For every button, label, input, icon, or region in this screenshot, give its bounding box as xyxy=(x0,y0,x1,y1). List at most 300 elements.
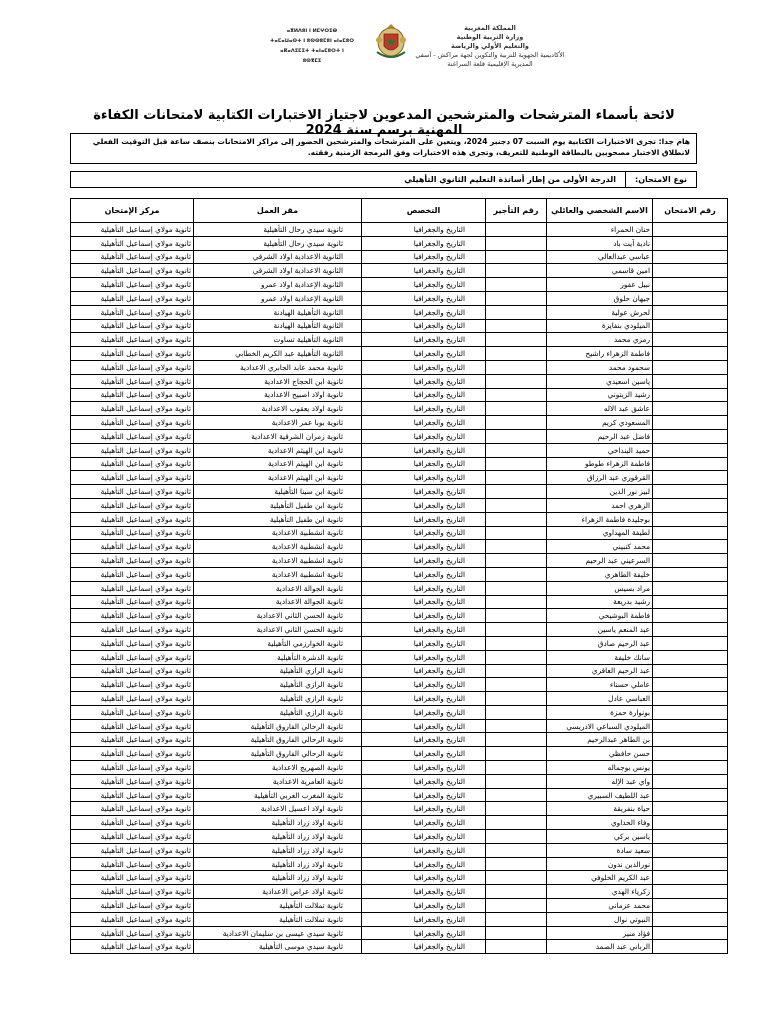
letterhead-tifinagh xyxy=(270,26,354,66)
cell-specialty: التاريخ والجغرافيا xyxy=(362,305,486,319)
cell-exam-center: ثانوية مولاي إسماعيل التأهيلية xyxy=(71,416,194,430)
table-row xyxy=(71,581,728,595)
cell-full-name: نادية آيت باد xyxy=(547,236,653,250)
cell-workplace: ثانوية الرحالي الفاروق التأهيلية xyxy=(194,747,362,761)
cell-payroll-number xyxy=(486,678,547,692)
cell-workplace: ثانوية ابن الهيثم الاعدادية xyxy=(194,471,362,485)
cell-exam-center: ثانوية مولاي إسماعيل التأهيلية xyxy=(71,774,194,788)
cell-workplace: الثانوية الاعدادية اولاد الشرقي xyxy=(194,264,362,278)
cell-workplace: ثانوية الجوالة الاعدادية xyxy=(194,595,362,609)
table-row xyxy=(71,816,728,830)
cell-exam-number xyxy=(653,250,728,264)
cell-specialty: التاريخ والجغرافيا xyxy=(362,333,486,347)
cell-exam-number xyxy=(653,802,728,816)
cell-full-name: حياة بنفريقة xyxy=(547,802,653,816)
cell-specialty: التاريخ والجغرافيا xyxy=(362,402,486,416)
cell-exam-number xyxy=(653,774,728,788)
cell-specialty: التاريخ والجغرافيا xyxy=(362,747,486,761)
cell-exam-center: ثانوية مولاي إسماعيل التأهيلية xyxy=(71,526,194,540)
letterhead-arabic-line: والتعليم الأولي والرياضة xyxy=(451,42,529,50)
table-row xyxy=(71,388,728,402)
cell-full-name: فاطمة البوشيحي xyxy=(547,609,653,623)
table-row xyxy=(71,926,728,940)
cell-full-name: سحمود محمد xyxy=(547,360,653,374)
table-row xyxy=(71,595,728,609)
cell-exam-center: ثانوية مولاي إسماعيل التأهيلية xyxy=(71,912,194,926)
cell-specialty: التاريخ والجغرافيا xyxy=(362,623,486,637)
cell-full-name: ياسين اسعيدي xyxy=(547,374,653,388)
cell-payroll-number xyxy=(486,305,547,319)
cell-full-name: عاشق عبد الاله xyxy=(547,402,653,416)
cell-full-name: ياسين بركي xyxy=(547,830,653,844)
cell-specialty: التاريخ والجغرافيا xyxy=(362,733,486,747)
header-payroll-number: رقم التأجير xyxy=(486,199,547,223)
cell-exam-number xyxy=(653,595,728,609)
cell-payroll-number xyxy=(486,885,547,899)
table-row xyxy=(71,664,728,678)
cell-workplace: ثانوية الرازي التأهيلية xyxy=(194,705,362,719)
cell-payroll-number xyxy=(486,416,547,430)
cell-exam-center: ثانوية مولاي إسماعيل التأهيلية xyxy=(71,554,194,568)
cell-payroll-number xyxy=(486,595,547,609)
table-row xyxy=(71,471,728,485)
cell-exam-number xyxy=(653,623,728,637)
cell-exam-number xyxy=(653,429,728,443)
cell-payroll-number xyxy=(486,774,547,788)
cell-full-name: جيهان حلوق xyxy=(547,291,653,305)
cell-workplace: ثانوية العامرية الاعدادية xyxy=(194,774,362,788)
cell-payroll-number xyxy=(486,554,547,568)
cell-specialty: التاريخ والجغرافيا xyxy=(362,374,486,388)
cell-full-name: محمد كتبيني xyxy=(547,540,653,554)
cell-specialty: التاريخ والجغرافيا xyxy=(362,871,486,885)
cell-workplace: ثانوية سيدي رحال التأهيلية xyxy=(194,223,362,237)
cell-specialty: التاريخ والجغرافيا xyxy=(362,567,486,581)
cell-workplace: ثانوية سيدي عيسى بن سليمان الاعدادية xyxy=(194,926,362,940)
cell-exam-number xyxy=(653,678,728,692)
cell-full-name: الرباني عبد الصمد xyxy=(547,940,653,954)
cell-full-name: عباسي عبدالعالي xyxy=(547,250,653,264)
cell-exam-number xyxy=(653,871,728,885)
cell-workplace: ثانوية اولاد زراد التأهيلية xyxy=(194,857,362,871)
table-row xyxy=(71,692,728,706)
cell-specialty: التاريخ والجغرافيا xyxy=(362,595,486,609)
letterhead-arabic xyxy=(406,24,574,69)
cell-exam-number xyxy=(653,471,728,485)
cell-specialty: التاريخ والجغرافيا xyxy=(362,719,486,733)
cell-workplace: ثانوية سيدي موسى التأهيلية xyxy=(194,940,362,954)
cell-full-name: بن الطاهر عبدالرحيم xyxy=(547,733,653,747)
cell-payroll-number xyxy=(486,926,547,940)
cell-specialty: التاريخ والجغرافيا xyxy=(362,774,486,788)
cell-specialty: التاريخ والجغرافيا xyxy=(362,388,486,402)
cell-specialty: التاريخ والجغرافيا xyxy=(362,223,486,237)
cell-payroll-number xyxy=(486,581,547,595)
table-row xyxy=(71,719,728,733)
cell-specialty: التاريخ والجغرافيا xyxy=(362,471,486,485)
cell-exam-number xyxy=(653,416,728,430)
table-row xyxy=(71,333,728,347)
cell-exam-center: ثانوية مولاي إسماعيل التأهيلية xyxy=(71,788,194,802)
cell-payroll-number xyxy=(486,374,547,388)
cell-exam-center: ثانوية مولاي إسماعيل التأهيلية xyxy=(71,223,194,237)
table-row xyxy=(71,291,728,305)
cell-workplace: ثانوية اولاد اعسيل الاعدادية xyxy=(194,802,362,816)
cell-payroll-number xyxy=(486,788,547,802)
cell-workplace: ثانوية الصهريج الاعدادية xyxy=(194,761,362,775)
cell-payroll-number xyxy=(486,429,547,443)
cell-exam-number xyxy=(653,761,728,775)
cell-full-name: عبد اللطيف السبيري xyxy=(547,788,653,802)
cell-specialty: التاريخ والجغرافيا xyxy=(362,843,486,857)
cell-payroll-number xyxy=(486,899,547,913)
cell-exam-center: ثانوية مولاي إسماعيل التأهيلية xyxy=(71,623,194,637)
cell-specialty: التاريخ والجغرافيا xyxy=(362,926,486,940)
cell-workplace: ثانوية اولاد زراد التأهيلية xyxy=(194,830,362,844)
cell-specialty: التاريخ والجغرافيا xyxy=(362,816,486,830)
cell-exam-center: ثانوية مولاي إسماعيل التأهيلية xyxy=(71,581,194,595)
cell-exam-number xyxy=(653,581,728,595)
cell-specialty: التاريخ والجغرافيا xyxy=(362,802,486,816)
cell-specialty: التاريخ والجغرافيا xyxy=(362,347,486,361)
cell-exam-number xyxy=(653,554,728,568)
table-row xyxy=(71,498,728,512)
cell-specialty: التاريخ والجغرافيا xyxy=(362,457,486,471)
cell-payroll-number xyxy=(486,526,547,540)
table-row xyxy=(71,416,728,430)
table-row xyxy=(71,747,728,761)
cell-specialty: التاريخ والجغرافيا xyxy=(362,664,486,678)
cell-exam-number xyxy=(653,540,728,554)
table-row xyxy=(71,788,728,802)
table-body xyxy=(71,223,728,954)
cell-specialty: التاريخ والجغرافيا xyxy=(362,526,486,540)
table-row xyxy=(71,457,728,471)
cell-exam-number xyxy=(653,843,728,857)
cell-payroll-number xyxy=(486,802,547,816)
cell-payroll-number xyxy=(486,830,547,844)
cell-exam-number xyxy=(653,830,728,844)
cell-exam-number xyxy=(653,885,728,899)
important-note: هام جدا: تجرى الاختبارات الكتابية يوم السبت 07 دجنبر 2024، ويتعين على المترشحات والمترشحين الحضور إلى مراكز الامتحانات بنصف ساعة قبل التوقيت الفعلي لانطلاق الاختبار مصحوبين بالبطاقة الوطنية للتعريف، وتجرى هذه الاختبارات وفق البرمجة الزمنية رفقته. xyxy=(70,133,697,164)
cell-workplace: ثانوية الرازي التأهيلية xyxy=(194,678,362,692)
cell-specialty: التاريخ والجغرافيا xyxy=(362,678,486,692)
cell-exam-number xyxy=(653,926,728,940)
cell-workplace: ثانوية الرازي التأهيلية xyxy=(194,692,362,706)
letterhead-tifinagh-line: ⵜⴰⵎⴰⵡⴰⵙⵜ ⵏ ⵓⵙⵙⵓⵎⵓⵏ ⴰⵏⴰⵎⵓⵔ xyxy=(270,38,354,44)
cell-exam-center: ثانوية مولاي إسماعيل التأهيلية xyxy=(71,374,194,388)
cell-specialty: التاريخ والجغرافيا xyxy=(362,250,486,264)
cell-full-name: خليفة الطاهري xyxy=(547,567,653,581)
cell-exam-number xyxy=(653,305,728,319)
cell-exam-center: ثانوية مولاي إسماعيل التأهيلية xyxy=(71,347,194,361)
cell-specialty: التاريخ والجغرافيا xyxy=(362,581,486,595)
cell-exam-number xyxy=(653,333,728,347)
cell-exam-center: ثانوية مولاي إسماعيل التأهيلية xyxy=(71,636,194,650)
cell-workplace: ثانوية المغرب العربي التأهيلية xyxy=(194,788,362,802)
cell-payroll-number xyxy=(486,857,547,871)
header-exam-number: رقم الامتحان xyxy=(653,199,728,223)
cell-payroll-number xyxy=(486,291,547,305)
cell-exam-center: ثانوية مولاي إسماعيل التأهيلية xyxy=(71,250,194,264)
cell-specialty: التاريخ والجغرافيا xyxy=(362,291,486,305)
cell-full-name: حميد البنداخي xyxy=(547,443,653,457)
cell-specialty: التاريخ والجغرافيا xyxy=(362,912,486,926)
cell-full-name: عاملي حسناء xyxy=(547,678,653,692)
cell-exam-center: ثانوية مولاي إسماعيل التأهيلية xyxy=(71,278,194,292)
cell-exam-center: ثانوية مولاي إسماعيل التأهيلية xyxy=(71,236,194,250)
table-row xyxy=(71,857,728,871)
cell-payroll-number xyxy=(486,747,547,761)
cell-exam-center: ثانوية مولاي إسماعيل التأهيلية xyxy=(71,595,194,609)
cell-exam-center: ثانوية مولاي إسماعيل التأهيلية xyxy=(71,692,194,706)
cell-exam-center: ثانوية مولاي إسماعيل التأهيلية xyxy=(71,843,194,857)
table-row xyxy=(71,264,728,278)
table-row xyxy=(71,347,728,361)
cell-full-name: عبد الرحيم صادق xyxy=(547,636,653,650)
cell-payroll-number xyxy=(486,402,547,416)
cell-workplace: ثانوية الخوارزمي التأهيلية xyxy=(194,636,362,650)
table-row xyxy=(71,871,728,885)
cell-specialty: التاريخ والجغرافيا xyxy=(362,319,486,333)
cell-specialty: التاريخ والجغرافيا xyxy=(362,857,486,871)
cell-specialty: التاريخ والجغرافيا xyxy=(362,540,486,554)
table-row xyxy=(71,278,728,292)
cell-payroll-number xyxy=(486,567,547,581)
cell-payroll-number xyxy=(486,705,547,719)
cell-payroll-number xyxy=(486,264,547,278)
cell-exam-number xyxy=(653,719,728,733)
cell-specialty: التاريخ والجغرافيا xyxy=(362,830,486,844)
letterhead xyxy=(270,22,576,92)
cell-exam-center: ثانوية مولاي إسماعيل التأهيلية xyxy=(71,733,194,747)
table-row xyxy=(71,802,728,816)
table-row xyxy=(71,623,728,637)
table-row xyxy=(71,899,728,913)
cell-full-name: زكرياء الهدي xyxy=(547,885,653,899)
cell-full-name: حنان الحمراء xyxy=(547,223,653,237)
cell-exam-number xyxy=(653,940,728,954)
table-row xyxy=(71,678,728,692)
table-row xyxy=(71,319,728,333)
table-row xyxy=(71,733,728,747)
cell-full-name: لبيز نور الدين xyxy=(547,485,653,499)
cell-full-name: يونس بوجماله xyxy=(547,761,653,775)
letterhead-tifinagh-line: ⴰⴳⵍⴷⵓⵏ ⵏ ⵍⵎⵖⵔⵉⴱ xyxy=(286,28,338,34)
cell-workplace: ثانوية سيدي رحال التأهيلية xyxy=(194,236,362,250)
cell-workplace: ثانوية الرحالي الفاروق التأهيلية xyxy=(194,733,362,747)
cell-exam-number xyxy=(653,899,728,913)
cell-exam-center: ثانوية مولاي إسماعيل التأهيلية xyxy=(71,857,194,871)
table-row xyxy=(71,305,728,319)
cell-exam-center: ثانوية مولاي إسماعيل التأهيلية xyxy=(71,512,194,526)
cell-full-name: رمزي محمد xyxy=(547,333,653,347)
cell-payroll-number xyxy=(486,223,547,237)
cell-exam-number xyxy=(653,664,728,678)
cell-exam-center: ثانوية مولاي إسماعيل التأهيلية xyxy=(71,540,194,554)
cell-workplace: ثانوية انشطبية الاعدادية xyxy=(194,567,362,581)
cell-specialty: التاريخ والجغرافيا xyxy=(362,609,486,623)
header-full-name: الاسم الشخصي والعائلي xyxy=(547,199,653,223)
cell-payroll-number xyxy=(486,636,547,650)
cell-exam-number xyxy=(653,705,728,719)
cell-specialty: التاريخ والجغرافيا xyxy=(362,485,486,499)
cell-exam-number xyxy=(653,609,728,623)
cell-exam-number xyxy=(653,291,728,305)
cell-full-name: المسعودي كريم xyxy=(547,416,653,430)
cell-payroll-number xyxy=(486,471,547,485)
cell-workplace: ثانوية ابن الهيثم الاعدادية xyxy=(194,457,362,471)
table-row xyxy=(71,705,728,719)
cell-exam-center: ثانوية مولاي إسماعيل التأهيلية xyxy=(71,830,194,844)
header-specialty: التخصص xyxy=(362,199,486,223)
cell-exam-center: ثانوية مولاي إسماعيل التأهيلية xyxy=(71,885,194,899)
cell-exam-number xyxy=(653,526,728,540)
letterhead-arabic-line: الأكاديمية الجهوية للتربية والتكوين لجهة مراكش - آسفي xyxy=(415,51,565,59)
cell-exam-center: ثانوية مولاي إسماعيل التأهيلية xyxy=(71,333,194,347)
cell-workplace: ثانوية الدشرة التأهيلية xyxy=(194,650,362,664)
cell-payroll-number xyxy=(486,485,547,499)
table-row xyxy=(71,885,728,899)
cell-exam-number xyxy=(653,443,728,457)
letterhead-arabic-line: وزارة التربية الوطنية xyxy=(456,33,524,41)
cell-exam-center: ثانوية مولاي إسماعيل التأهيلية xyxy=(71,650,194,664)
cell-exam-center: ثانوية مولاي إسماعيل التأهيلية xyxy=(71,457,194,471)
letterhead-tifinagh-line: ⴰⴽⴰⴷⵉⵎⵉⵜ ⵜⴰⵏⴰⵎⵓⵔⵜ ⵏ ⵓⵙⴳⵎⵉ xyxy=(280,48,344,64)
cell-full-name: بونوارة حمزة xyxy=(547,705,653,719)
cell-full-name: نورالدين ندون xyxy=(547,857,653,871)
table-row xyxy=(71,636,728,650)
table-row xyxy=(71,374,728,388)
cell-full-name: محمد عزماني xyxy=(547,899,653,913)
cell-specialty: التاريخ والجغرافيا xyxy=(362,692,486,706)
cell-exam-center: ثانوية مولاي إسماعيل التأهيلية xyxy=(71,402,194,416)
cell-exam-center: ثانوية مولاي إسماعيل التأهيلية xyxy=(71,719,194,733)
cell-full-name: نبيل عفور xyxy=(547,278,653,292)
cell-exam-number xyxy=(653,223,728,237)
table-row xyxy=(71,761,728,775)
cell-specialty: التاريخ والجغرافيا xyxy=(362,264,486,278)
cell-payroll-number xyxy=(486,347,547,361)
cell-exam-center: ثانوية مولاي إسماعيل التأهيلية xyxy=(71,609,194,623)
table-row xyxy=(71,429,728,443)
table-row xyxy=(71,830,728,844)
cell-specialty: التاريخ والجغرافيا xyxy=(362,650,486,664)
cell-exam-number xyxy=(653,374,728,388)
cell-full-name: الميلودي السباعي الادريسي xyxy=(547,719,653,733)
cell-workplace: ثانوية الحسن الثاني الاعدادية xyxy=(194,609,362,623)
cell-workplace: ثانوية انشطبية الاعدادية xyxy=(194,526,362,540)
cell-payroll-number xyxy=(486,940,547,954)
cell-workplace: ثانوية اولاد عراص الاعدادية xyxy=(194,885,362,899)
cell-workplace: الثانوية الإعدادية اولاد عمرو xyxy=(194,291,362,305)
cell-full-name: عبد المنعم ياسين xyxy=(547,623,653,637)
cell-full-name: فؤاد منير xyxy=(547,926,653,940)
table-row xyxy=(71,554,728,568)
cell-exam-number xyxy=(653,692,728,706)
table-row xyxy=(71,236,728,250)
cell-exam-center: ثانوية مولاي إسماعيل التأهيلية xyxy=(71,747,194,761)
cell-workplace: الثانوية التأهيلية الهيادنة xyxy=(194,319,362,333)
table-row xyxy=(71,360,728,374)
cell-full-name: النبوتي نوال xyxy=(547,912,653,926)
cell-specialty: التاريخ والجغرافيا xyxy=(362,278,486,292)
cell-exam-number xyxy=(653,402,728,416)
letterhead-arabic-line: المملكة المغربية xyxy=(464,24,516,32)
cell-exam-center: ثانوية مولاي إسماعيل التأهيلية xyxy=(71,940,194,954)
exam-type-value: الدرجة الأولى من إطار أساتذة التعليم الثانوي التأهيلي xyxy=(404,175,616,184)
cell-exam-center: ثانوية مولاي إسماعيل التأهيلية xyxy=(71,429,194,443)
cell-workplace: ثانوية محمد عابد الجابري الاعدادية xyxy=(194,360,362,374)
cell-full-name: لحرش عولية xyxy=(547,305,653,319)
cell-workplace: ثانوية اولاد اصبيح الاعدادية xyxy=(194,388,362,402)
cell-exam-center: ثانوية مولاي إسماعيل التأهيلية xyxy=(71,567,194,581)
table-row xyxy=(71,526,728,540)
table-row xyxy=(71,443,728,457)
table-row xyxy=(71,402,728,416)
cell-payroll-number xyxy=(486,333,547,347)
cell-workplace: ثانوية بوبا عمر الاعدادية xyxy=(194,416,362,430)
header-workplace: مقر العمل xyxy=(194,199,362,223)
cell-full-name: واي عبد الإله xyxy=(547,774,653,788)
coat-of-arms-icon xyxy=(374,22,408,62)
cell-full-name: رشيد الزيتوني xyxy=(547,388,653,402)
cell-payroll-number xyxy=(486,650,547,664)
cell-exam-number xyxy=(653,788,728,802)
cell-payroll-number xyxy=(486,623,547,637)
table-row xyxy=(71,485,728,499)
cell-full-name: رشيد بدريعة xyxy=(547,595,653,609)
cell-workplace: ثانوية ابن طفيل التأهيلية xyxy=(194,498,362,512)
cell-exam-center: ثانوية مولاي إسماعيل التأهيلية xyxy=(71,360,194,374)
cell-workplace: ثانوية اولاد يعقوب الاعدادية xyxy=(194,402,362,416)
cell-full-name: مراد بسيس xyxy=(547,581,653,595)
cell-payroll-number xyxy=(486,278,547,292)
cell-workplace: الثانوية التأهيلية الهيادنة xyxy=(194,305,362,319)
cell-workplace: الثانوية التأهيلية عبد الكريم الخطابي xyxy=(194,347,362,361)
table-row xyxy=(71,223,728,237)
cell-specialty: التاريخ والجغرافيا xyxy=(362,554,486,568)
cell-payroll-number xyxy=(486,443,547,457)
cell-specialty: التاريخ والجغرافيا xyxy=(362,498,486,512)
table-row xyxy=(71,940,728,954)
cell-exam-center: ثانوية مولاي إسماعيل التأهيلية xyxy=(71,264,194,278)
cell-workplace: ثانوية تملالت التأهيلية xyxy=(194,912,362,926)
cell-workplace: ثانوية انشطبية الاعدادية xyxy=(194,554,362,568)
cell-exam-number xyxy=(653,636,728,650)
cell-workplace: الثانوية الاعدادية اولاد الشرقي xyxy=(194,250,362,264)
cell-workplace: ثانوية ابن سينا التأهيلية xyxy=(194,485,362,499)
cell-workplace: ثانوية الرازي التأهيلية xyxy=(194,664,362,678)
table-row xyxy=(71,567,728,581)
cell-payroll-number xyxy=(486,319,547,333)
cell-exam-center: ثانوية مولاي إسماعيل التأهيلية xyxy=(71,305,194,319)
cell-specialty: التاريخ والجغرافيا xyxy=(362,885,486,899)
cell-exam-number xyxy=(653,512,728,526)
cell-workplace: الثانوية التأهيلية تساوت xyxy=(194,333,362,347)
table-row xyxy=(71,250,728,264)
cell-full-name: فاضل عبد الرحيم xyxy=(547,429,653,443)
cell-exam-number xyxy=(653,457,728,471)
cell-exam-center: ثانوية مولاي إسماعيل التأهيلية xyxy=(71,388,194,402)
table-header-row xyxy=(71,199,728,223)
table-row xyxy=(71,609,728,623)
cell-exam-center: ثانوية مولاي إسماعيل التأهيلية xyxy=(71,471,194,485)
cell-full-name: عبد الكريم الخلوفي xyxy=(547,871,653,885)
cell-exam-number xyxy=(653,319,728,333)
cell-workplace: ثانوية ابن طفيل التأهيلية xyxy=(194,512,362,526)
cell-workplace: ثانوية زمران الشرقية الاعدادية xyxy=(194,429,362,443)
